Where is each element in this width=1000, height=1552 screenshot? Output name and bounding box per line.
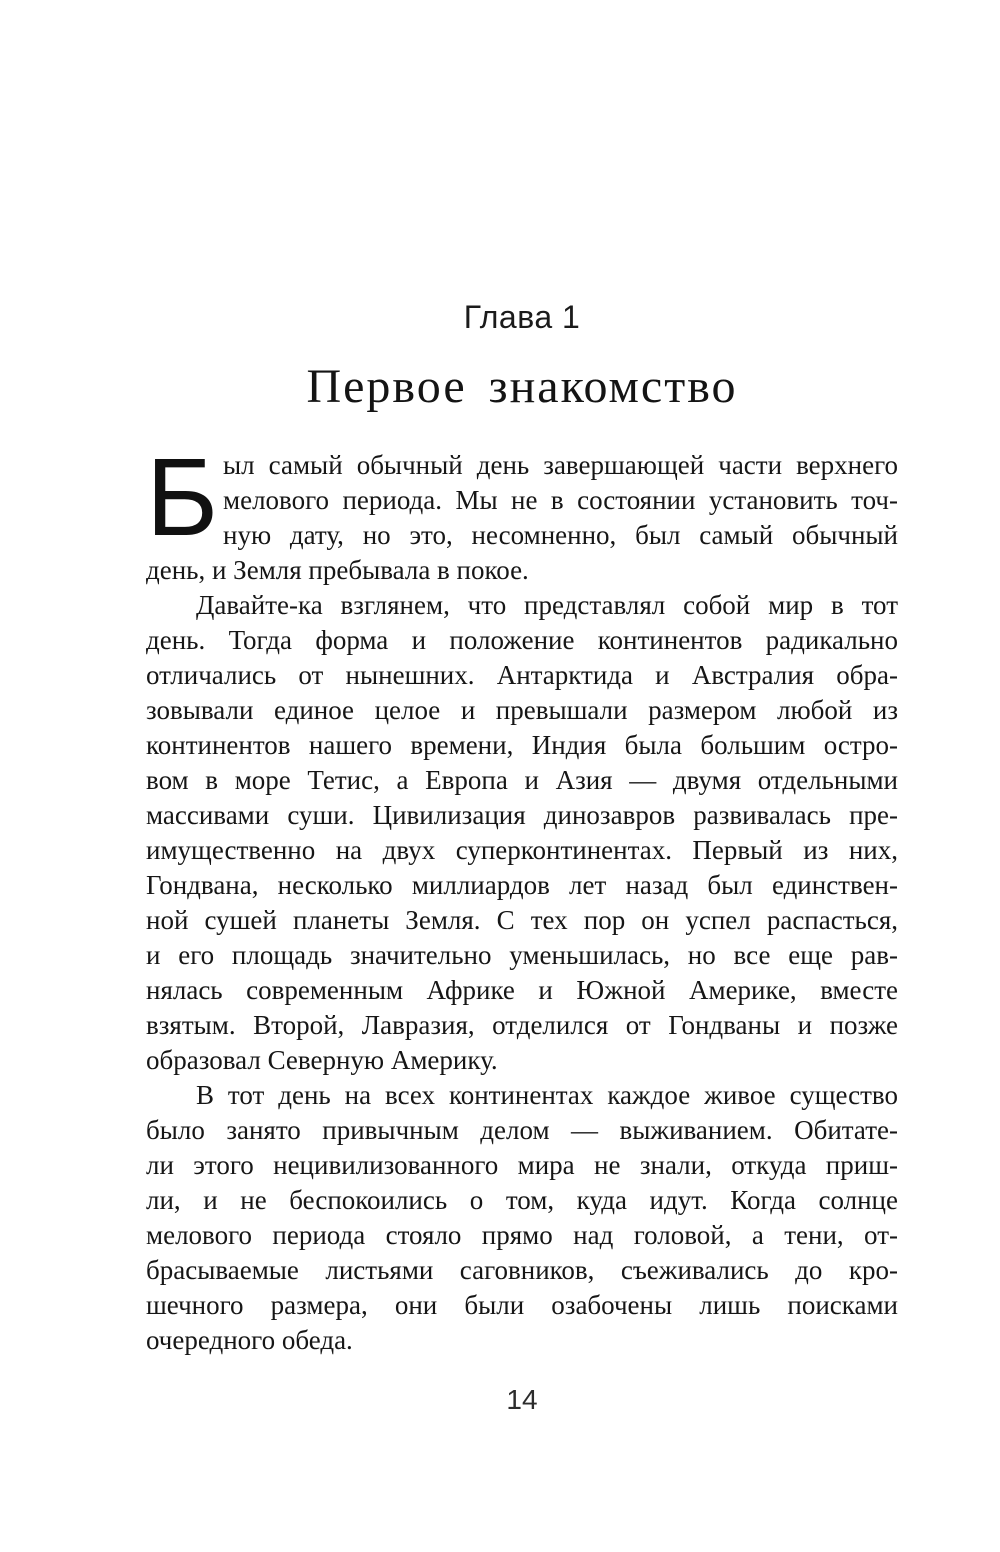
text-line: образовал Северную Америку.	[146, 1045, 498, 1075]
text-line: очередного обеда.	[146, 1325, 353, 1355]
body-text	[146, 436, 898, 1358]
text-line: нялась современным Африке и Южной Америке, вместе	[146, 975, 898, 1005]
text-line: ли этого нецивилизованного мира не знали, откуда приш-	[146, 1150, 898, 1180]
paragraph	[146, 588, 898, 1078]
text-line: мелового периода стояло прямо над головой, а тени, от-	[146, 1220, 898, 1250]
text-line: мелового периода. Мы не в состоянии установить точ-	[223, 485, 898, 515]
text-line: день. Тогда форма и положение континентов радикально	[146, 625, 898, 655]
text-line: ной сушей планеты Земля. С тех пор он успел распасться,	[146, 905, 898, 935]
text-line: день, и Земля пребывала в покое.	[146, 555, 529, 585]
text-line: и его площадь значительно уменьшилась, но все еще рав-	[146, 940, 898, 970]
text-line: ную дату, но это, несомненно, был самый обычный	[223, 520, 898, 550]
text-line: Давайте-ка взглянем, что представлял собой мир в тот	[196, 590, 898, 620]
text-line: брасываемые листьями саговников, съеживались до кро-	[146, 1255, 898, 1285]
text-line: вом в море Тетис, а Европа и Азия — двумя отдельными	[146, 765, 898, 795]
text-line: ыл самый обычный день завершающей части верхнего	[223, 450, 898, 480]
page-number: 14	[506, 1384, 538, 1415]
paragraph	[146, 1078, 898, 1358]
text-line: зовывали единое целое и превышали размером любой из	[146, 695, 898, 725]
text-line: континентов нашего времени, Индия была большим остро-	[146, 730, 898, 760]
text-line: отличались от нынешних. Антарктида и Австралия обра-	[146, 660, 898, 690]
text-line: взятым. Второй, Лавразия, отделился от Гондваны и позже	[146, 1010, 898, 1040]
text-line: Гондвана, несколько миллиардов лет назад был единствен-	[146, 870, 898, 900]
text-line: В тот день на всех континентах каждое живое существо	[196, 1080, 898, 1110]
dropcap-letter: Б	[146, 436, 219, 559]
text-line: шечного размера, они были озабочены лишь поисками	[146, 1290, 898, 1320]
chapter-label: Глава 1	[463, 299, 581, 335]
text-line: было занято привычным делом — выживанием. Обитате-	[146, 1115, 898, 1145]
text-block	[146, 0, 898, 1552]
text-line: массивами суши. Цивилизация динозавров развивалась пре-	[146, 800, 898, 830]
text-line: имущественно на двух суперконтинентах. Первый из них,	[146, 835, 898, 865]
text-line: ли, и не беспокоились о том, куда идут. Когда солнце	[146, 1185, 898, 1215]
chapter-title: Первое знакомство	[306, 360, 738, 413]
paragraph	[146, 436, 898, 588]
